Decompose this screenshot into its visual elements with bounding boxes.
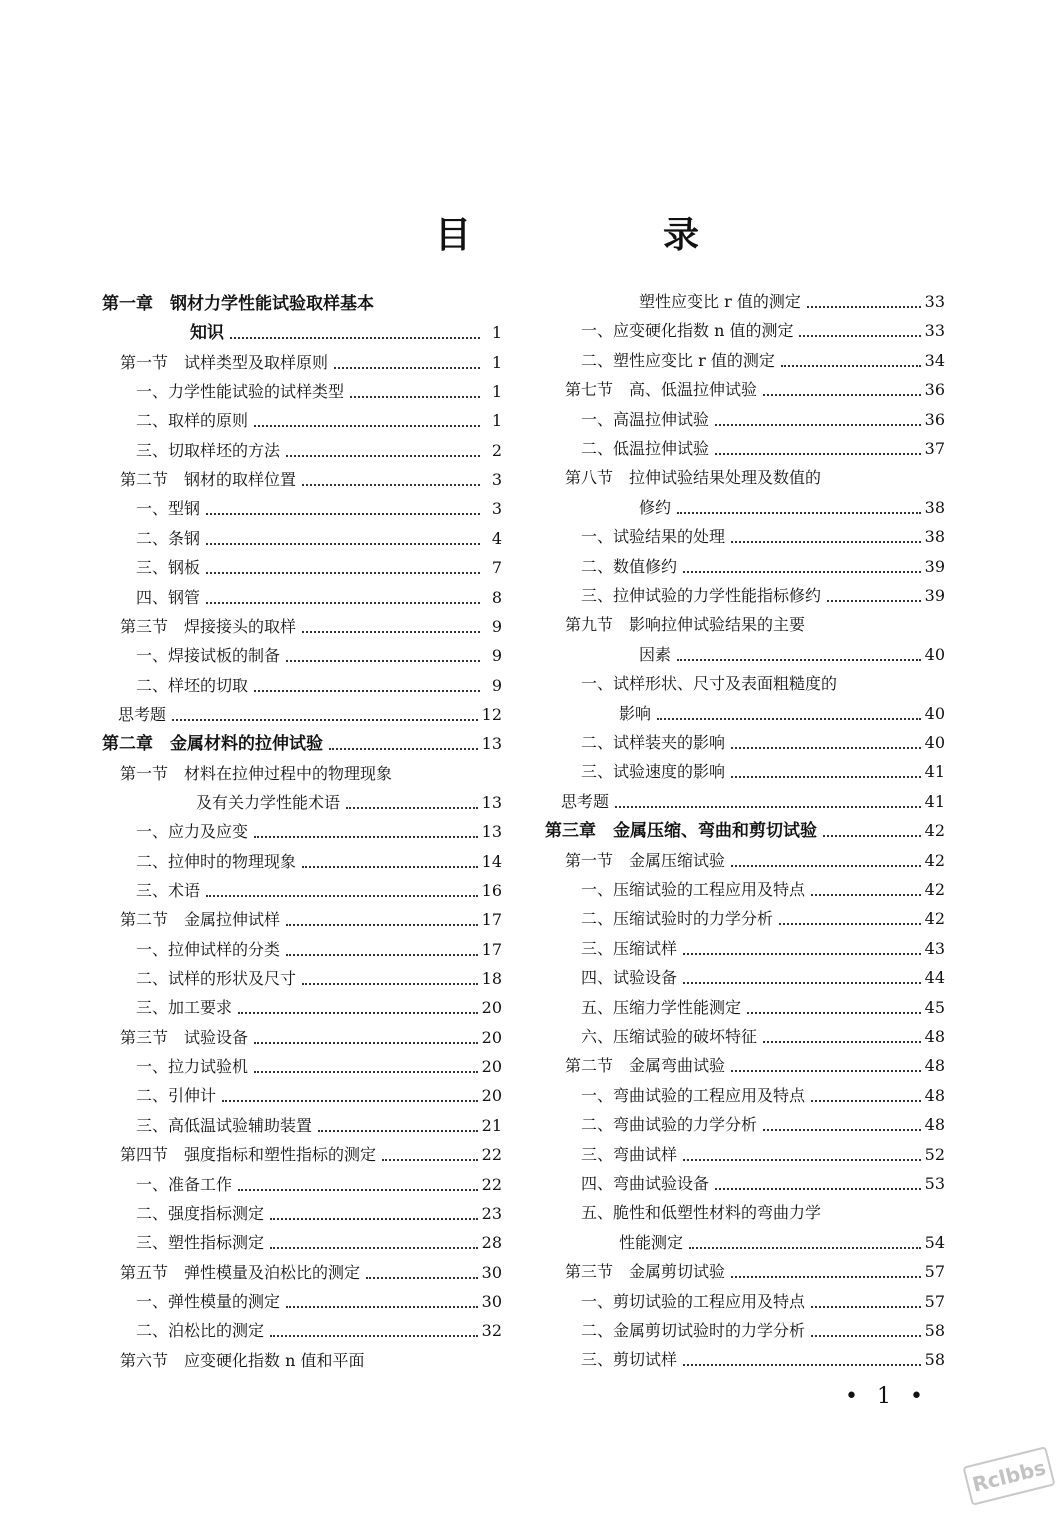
toc-entry <box>136 850 502 872</box>
toc-entry-title: 第三章 金属压缩、弯曲和剪切试验 <box>545 821 817 842</box>
toc-entry <box>581 966 945 988</box>
toc-entry-page: 17 <box>481 910 502 930</box>
toc-entry-page: 2 <box>491 440 502 460</box>
toc-entry <box>102 732 502 754</box>
toc-entry-title: 三、剪切试样 <box>581 1350 678 1370</box>
toc-entry-page: 21 <box>481 1115 502 1135</box>
toc-entry <box>581 907 945 929</box>
dot-leader <box>781 364 921 367</box>
dot-leader <box>811 893 921 896</box>
toc-entry-page: 17 <box>481 939 502 959</box>
dot-leader <box>270 1217 478 1220</box>
toc-entry-page: 20 <box>481 1027 502 1047</box>
toc-entry-page: 7 <box>491 558 502 578</box>
toc-entry <box>581 1025 945 1047</box>
toc-entry-title: 三、高低温试验辅助装置 <box>136 1115 313 1135</box>
toc-entry-page: 48 <box>924 1056 945 1076</box>
toc-entry-title: 一、拉伸试样的分类 <box>136 939 281 959</box>
dot-leader <box>731 775 921 778</box>
dot-leader <box>683 952 921 955</box>
toc-entry-title: 第二节 钢材的取样位置 <box>120 470 297 490</box>
toc-entry-page: 4 <box>491 528 502 548</box>
dot-leader <box>683 570 921 573</box>
toc-entry-page: 28 <box>481 1233 502 1253</box>
dot-leader <box>807 305 921 308</box>
dot-leader <box>286 953 478 956</box>
dot-leader <box>747 1011 921 1014</box>
dot-leader <box>302 982 478 985</box>
toc-entry-title: 第七节 高、低温拉伸试验 <box>565 380 758 400</box>
watermark-logo: Rclbbs <box>962 1446 1055 1506</box>
toc-entry <box>565 378 945 400</box>
dot-leader <box>683 1363 921 1366</box>
dot-leader <box>715 452 921 455</box>
toc-entry-title: 一、弹性模量的测定 <box>136 1291 281 1311</box>
toc-entry <box>581 525 945 547</box>
toc-entry-page: 43 <box>924 938 945 958</box>
toc-entry-page: 40 <box>924 644 945 664</box>
dot-leader <box>689 1246 921 1249</box>
toc-entry <box>120 762 502 784</box>
toc-entry <box>136 996 502 1018</box>
toc-entry <box>136 1173 502 1195</box>
toc-entry <box>136 967 502 989</box>
toc-entry <box>581 731 945 753</box>
dot-leader <box>811 1305 921 1308</box>
dot-leader <box>286 454 480 457</box>
dot-leader <box>254 835 478 838</box>
toc-entry <box>120 1143 502 1165</box>
toc-entry <box>581 584 945 606</box>
toc-entry <box>581 1319 945 1341</box>
toc-entry-page: 1 <box>491 352 502 372</box>
toc-entry <box>136 1114 502 1136</box>
toc-entry <box>639 496 945 518</box>
toc-entry <box>581 1290 945 1312</box>
toc-entry <box>102 292 502 314</box>
toc-entry <box>581 937 945 959</box>
toc-entry-page: 1 <box>491 411 502 431</box>
toc-entry-title: 第三节 金属剪切试验 <box>565 1262 726 1282</box>
dot-leader <box>827 599 921 602</box>
toc-entry <box>136 497 502 519</box>
dot-leader <box>254 1070 478 1073</box>
dot-leader <box>366 1276 478 1279</box>
dot-leader <box>286 923 478 926</box>
dot-leader <box>731 864 921 867</box>
dot-leader <box>715 1187 921 1190</box>
toc-entry-page: 48 <box>924 1085 945 1105</box>
dot-leader <box>270 1334 478 1337</box>
toc-entry-title: 第一节 材料在拉伸过程中的物理现象 <box>120 763 393 783</box>
dot-leader <box>302 630 480 633</box>
dot-leader <box>763 1040 921 1043</box>
toc-entry <box>136 674 502 696</box>
dot-leader <box>254 689 480 692</box>
toc-entry-title: 二、试样的形状及尺寸 <box>136 969 297 989</box>
toc-entry-title: 五、压缩力学性能测定 <box>581 997 742 1017</box>
toc-entry-title: 第九节 影响拉伸试验结果的主要 <box>565 615 806 635</box>
toc-entry-title: 第二节 金属拉伸试样 <box>120 910 281 930</box>
toc-entry <box>581 1084 945 1106</box>
dot-leader <box>238 1011 478 1014</box>
toc-entry-title: 一、准备工作 <box>136 1174 233 1194</box>
toc-entry <box>581 349 945 371</box>
dot-leader <box>731 746 921 749</box>
toc-entry-title: 及有关力学性能术语 <box>196 792 341 812</box>
toc-entry <box>581 878 945 900</box>
dot-leader <box>329 747 478 750</box>
toc-entry-title: 三、加工要求 <box>136 998 233 1018</box>
toc-entry <box>639 290 945 312</box>
toc-entry <box>136 527 502 549</box>
dot-leader <box>206 894 478 897</box>
dot-leader <box>763 393 921 396</box>
dot-leader <box>731 1275 921 1278</box>
toc-entry-page: 16 <box>481 881 502 900</box>
toc-entry-title: 二、强度指标测定 <box>136 1203 265 1223</box>
toc-entry-title: 思考题 <box>118 704 167 724</box>
toc-entry <box>136 409 502 431</box>
toc-entry-page: 42 <box>924 880 945 899</box>
toc-entry-page: 20 <box>481 998 502 1018</box>
toc-entry <box>136 644 502 666</box>
toc-entry <box>545 819 945 841</box>
dot-leader <box>779 922 921 925</box>
dot-leader <box>270 1246 478 1249</box>
toc-entry-page: 52 <box>924 1144 945 1164</box>
toc-entry-title: 第八节 拉伸试验结果处理及数值的 <box>565 468 822 488</box>
toc-entry-title: 三、试验速度的影响 <box>581 762 726 782</box>
toc-entry <box>565 613 945 635</box>
toc-entry-page: 57 <box>924 1291 945 1311</box>
dot-leader <box>286 1305 478 1308</box>
toc-entry-page: 22 <box>481 1174 502 1194</box>
toc-entry-title: 二、金属剪切试验时的力学分析 <box>581 1321 806 1340</box>
toc-entry-page: 8 <box>491 587 502 607</box>
dot-leader <box>254 424 480 427</box>
toc-entry <box>581 996 945 1018</box>
toc-entry <box>136 1231 502 1253</box>
dot-leader <box>683 1158 921 1161</box>
toc-entry <box>120 1349 502 1371</box>
dot-leader <box>763 1128 921 1131</box>
toc-entry-title: 第一章 钢材力学性能试验取样基本 <box>102 294 374 314</box>
toc-entry-title: 二、取样的原则 <box>136 411 249 431</box>
toc-entry-title: 一、力学性能试验的试样类型 <box>136 382 345 402</box>
toc-entry-page: 34 <box>924 350 945 370</box>
dot-leader <box>799 334 920 337</box>
toc-entry-title: 三、拉伸试验的力学性能指标修约 <box>581 586 822 605</box>
toc-entry-page: 9 <box>491 675 502 695</box>
dot-leader <box>715 423 921 426</box>
toc-entry-page: 23 <box>481 1203 502 1223</box>
toc-entry-page: 48 <box>924 1027 945 1046</box>
dot-leader <box>382 1158 478 1161</box>
toc-entry-title: 三、压缩试样 <box>581 938 678 958</box>
toc-entry-title: 三、弯曲试样 <box>581 1144 678 1164</box>
toc-entry-page: 58 <box>924 1321 945 1340</box>
toc-entry-title: 性能测定 <box>619 1232 684 1252</box>
toc-entry <box>581 672 945 694</box>
toc-entry-page: 3 <box>491 499 502 519</box>
toc-entry <box>136 938 502 960</box>
toc-entry <box>581 1143 945 1165</box>
toc-entry-title: 二、试样装夹的影响 <box>581 733 726 752</box>
toc-entry-title: 一、高温拉伸试验 <box>581 409 710 429</box>
toc-entry-page: 58 <box>924 1350 945 1370</box>
toc-entry <box>136 556 502 578</box>
page-number: • 1 • <box>845 1384 929 1409</box>
toc-entry <box>118 703 502 725</box>
toc-entry-title: 一、试样形状、尺寸及表面粗糙度的 <box>581 674 838 694</box>
dot-leader <box>302 483 480 486</box>
dot-leader <box>657 717 921 720</box>
toc-entry-title: 一、压缩试验的工程应用及特点 <box>581 880 806 899</box>
toc-entry <box>565 1260 945 1282</box>
toc-entry-page: 33 <box>924 292 945 311</box>
toc-entry-title: 第一节 金属压缩试验 <box>565 850 726 870</box>
dot-leader <box>615 805 921 808</box>
toc-entry <box>120 468 502 490</box>
toc-entry-page: 38 <box>924 497 945 517</box>
toc-entry-title: 二、低温拉伸试验 <box>581 439 710 458</box>
toc-entry <box>190 321 502 343</box>
toc-entry <box>619 702 945 724</box>
toc-entry <box>581 760 945 782</box>
toc-entry-title: 二、弯曲试验的力学分析 <box>581 1115 758 1135</box>
toc-entry-page: 20 <box>481 1057 502 1077</box>
toc-entry-title: 二、拉伸时的物理现象 <box>136 851 297 871</box>
toc-entry-page: 30 <box>481 1291 502 1311</box>
toc-entry-title: 二、条钢 <box>136 528 201 548</box>
toc-entry-page: 22 <box>481 1145 502 1165</box>
toc-entry-page: 53 <box>924 1174 945 1193</box>
toc-entry-title: 四、试验设备 <box>581 968 678 988</box>
toc-entry <box>136 586 502 608</box>
toc-entry-title: 一、焊接试板的制备 <box>136 646 281 666</box>
toc-entry-page: 42 <box>924 850 945 870</box>
toc-entry <box>196 791 502 813</box>
toc-entry-page: 13 <box>481 822 502 842</box>
toc-entry <box>136 1202 502 1224</box>
toc-entry <box>136 879 502 901</box>
toc-entry-page: 18 <box>481 969 502 989</box>
toc-entry-title: 第三节 焊接接头的取样 <box>120 616 297 636</box>
dot-leader <box>172 718 478 721</box>
dot-leader <box>230 336 480 339</box>
toc-entry-page: 1 <box>491 323 502 343</box>
dot-leader <box>811 1099 921 1102</box>
toc-entry-page: 36 <box>924 409 945 429</box>
toc-entry <box>581 319 945 341</box>
toc-entry-title: 一、试验结果的处理 <box>581 527 726 547</box>
dot-leader <box>334 366 480 369</box>
toc-entry-title: 三、塑性指标测定 <box>136 1233 265 1253</box>
dot-leader <box>254 1041 478 1044</box>
toc-entry-page: 37 <box>924 439 945 458</box>
toc-entry-page: 41 <box>924 791 945 811</box>
toc-entry-page: 54 <box>924 1232 945 1252</box>
toc-entry-title: 第五节 弹性模量及泊松比的测定 <box>120 1262 361 1282</box>
dot-leader <box>302 865 478 868</box>
dot-leader <box>238 1188 478 1191</box>
toc-entry <box>136 1319 502 1341</box>
toc-entry <box>120 351 502 373</box>
toc-entry-title: 影响 <box>619 703 652 723</box>
toc-entry <box>565 466 945 488</box>
dot-leader <box>206 512 480 515</box>
toc-entry <box>565 849 945 871</box>
toc-entry-title: 一、应变硬化指数 n 值的测定 <box>581 321 794 341</box>
toc-entry-title: 二、引伸计 <box>136 1086 217 1106</box>
toc-entry <box>136 820 502 842</box>
toc-entry <box>120 615 502 637</box>
toc-entry-page: 40 <box>924 703 945 723</box>
toc-entry-title: 一、拉力试验机 <box>136 1057 249 1077</box>
toc-entry <box>136 1290 502 1312</box>
toc-entry-page: 9 <box>491 646 502 666</box>
page-title: 目 录 <box>434 215 777 256</box>
toc-entry <box>136 439 502 461</box>
toc-entry-title: 三、切取样坯的方法 <box>136 440 281 460</box>
toc-entry <box>120 908 502 930</box>
toc-entry-page: 41 <box>924 762 945 782</box>
dot-leader <box>206 601 480 604</box>
dot-leader <box>823 834 921 837</box>
toc-entry-title: 因素 <box>639 644 672 664</box>
toc-entry <box>581 555 945 577</box>
toc-entry-page: 48 <box>924 1115 945 1135</box>
dot-leader <box>683 981 921 984</box>
dot-leader <box>206 571 480 574</box>
toc-entry-title: 知识 <box>190 323 224 344</box>
toc-entry <box>136 1084 502 1106</box>
toc-entry-page: 42 <box>924 909 945 929</box>
dot-leader <box>286 659 480 662</box>
toc-entry-title: 四、钢管 <box>136 587 201 607</box>
toc-entry-page: 1 <box>491 382 502 402</box>
toc-entry-page: 44 <box>924 968 945 988</box>
toc-entry-page: 3 <box>491 470 502 490</box>
toc-entry <box>561 790 945 812</box>
toc-entry-title: 第三节 试验设备 <box>120 1027 249 1047</box>
toc-entry <box>581 1172 945 1194</box>
toc-entry-title: 三、术语 <box>136 881 201 900</box>
toc-entry <box>136 380 502 402</box>
toc-entry-title: 一、应力及应变 <box>136 822 249 842</box>
toc-entry-title: 第二节 金属弯曲试验 <box>565 1056 726 1076</box>
dot-leader <box>222 1099 478 1102</box>
toc-entry <box>581 437 945 459</box>
toc-entry-title: 修约 <box>639 497 672 517</box>
toc-entry-title: 第六节 应变硬化指数 n 值和平面 <box>120 1350 365 1370</box>
toc-entry-page: 12 <box>481 704 502 724</box>
toc-entry-title: 三、钢板 <box>136 558 201 578</box>
toc-entry-page: 9 <box>491 616 502 636</box>
dot-leader <box>350 395 480 398</box>
toc-entry <box>581 1348 945 1370</box>
toc-entry <box>581 408 945 430</box>
toc-entry-title: 二、压缩试验时的力学分析 <box>581 909 774 929</box>
toc-entry <box>619 1231 945 1253</box>
toc-entry-page: 40 <box>924 733 945 752</box>
toc-entry-page: 39 <box>924 556 945 576</box>
toc-entry-page: 38 <box>924 527 945 547</box>
dot-leader <box>318 1129 478 1132</box>
toc-entry-title: 第二章 金属材料的拉伸试验 <box>102 734 323 755</box>
dot-leader <box>731 540 921 543</box>
dot-leader <box>206 542 480 545</box>
toc-entry-title: 塑性应变比 r 值的测定 <box>639 292 801 311</box>
toc-entry-page: 36 <box>924 380 945 400</box>
toc-entry-title: 二、塑性应变比 r 值的测定 <box>581 350 775 370</box>
dot-leader <box>677 658 921 661</box>
toc-entry-title: 一、型钢 <box>136 499 201 519</box>
dot-leader <box>731 1069 921 1072</box>
toc-entry-title: 第一节 试样类型及取样原则 <box>120 352 329 372</box>
toc-entry <box>565 1054 945 1076</box>
toc-entry-title: 一、弯曲试验的工程应用及特点 <box>581 1085 806 1105</box>
toc-entry-title: 第四节 强度指标和塑性指标的测定 <box>120 1145 377 1165</box>
toc-entry <box>581 1201 945 1223</box>
toc-entry-page: 13 <box>481 792 502 812</box>
toc-entry <box>120 1261 502 1283</box>
toc-entry-title: 一、剪切试验的工程应用及特点 <box>581 1291 806 1311</box>
dot-leader <box>811 1334 921 1337</box>
toc-entry-title: 二、样坯的切取 <box>136 675 249 695</box>
toc-entry-page: 32 <box>481 1321 502 1341</box>
toc-entry-title: 二、数值修约 <box>581 556 678 576</box>
dot-leader <box>346 806 478 809</box>
toc-entry-title: 五、脆性和低塑性材料的弯曲力学 <box>581 1203 822 1223</box>
toc-entry-title: 四、弯曲试验设备 <box>581 1174 710 1193</box>
toc-entry-page: 42 <box>924 821 945 841</box>
toc-entry-page: 14 <box>481 851 502 871</box>
toc-entry-title: 六、压缩试验的破坏特征 <box>581 1027 758 1046</box>
toc-entry <box>120 1026 502 1048</box>
toc-entry-title: 思考题 <box>561 791 610 811</box>
toc-entry-page: 39 <box>924 586 945 605</box>
toc-entry-page: 20 <box>481 1086 502 1106</box>
toc-entry <box>136 1055 502 1077</box>
toc-entry-page: 13 <box>481 734 502 754</box>
dot-leader <box>677 511 921 514</box>
toc-entry-page: 57 <box>924 1262 945 1282</box>
toc-entry-page: 45 <box>924 997 945 1017</box>
toc-entry-page: 33 <box>924 321 945 341</box>
toc-entry-page: 30 <box>481 1262 502 1282</box>
toc-entry <box>639 643 945 665</box>
toc-entry <box>581 1113 945 1135</box>
toc-entry-title: 二、泊松比的测定 <box>136 1321 265 1341</box>
